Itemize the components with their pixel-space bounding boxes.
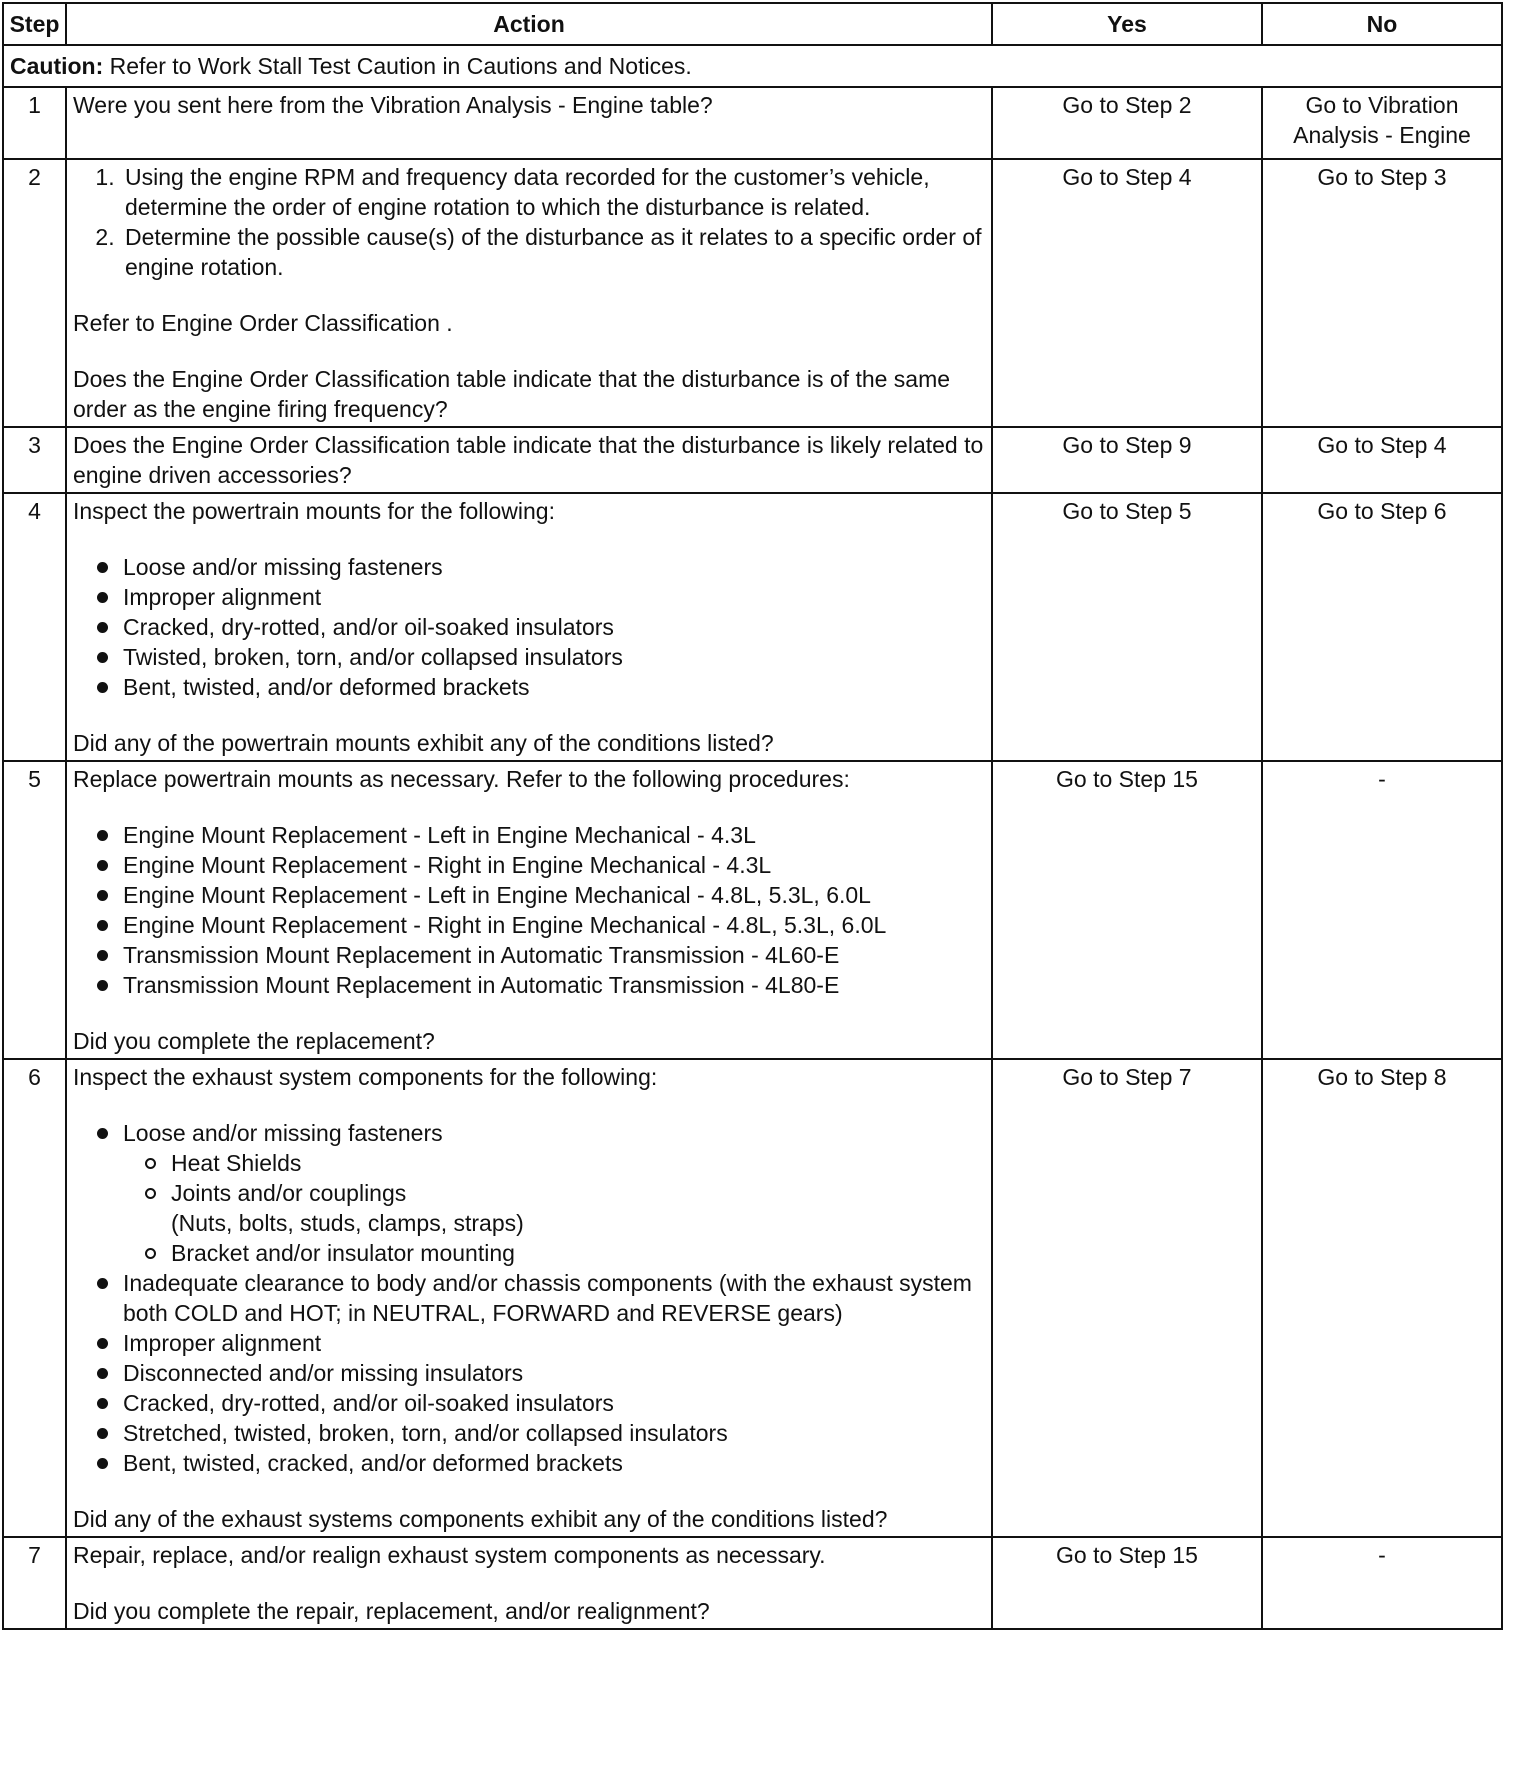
step-number: 5	[3, 761, 66, 1059]
action-cell	[66, 87, 992, 159]
sub-list-item	[171, 1178, 985, 1238]
bullet-list	[73, 1118, 985, 1478]
list-item	[121, 1118, 985, 1268]
yes-result: Go to Step 2	[992, 87, 1262, 159]
bullet-list	[73, 552, 985, 702]
action-question: Did you complete the repair, replacement, and/or realignment?	[73, 1598, 710, 1624]
yes-result: Go to Step 15	[992, 1537, 1262, 1629]
list-item: Engine Mount Replacement - Left in Engine Mechanical - 4.8L, 5.3L, 6.0L	[121, 880, 985, 910]
header-yes: Yes	[992, 3, 1262, 45]
diagnostic-table-container	[2, 2, 1501, 1630]
list-item: Disconnected and/or missing insulators	[121, 1358, 985, 1388]
table-row	[3, 1059, 1502, 1537]
diagnostic-table	[2, 2, 1503, 1630]
action-question: Does the Engine Order Classification table indicate that the disturbance is likely related to engine driven accessories?	[73, 432, 984, 488]
no-result: Go to Step 4	[1262, 427, 1502, 493]
list-item: Transmission Mount Replacement in Automatic Transmission - 4L60-E	[121, 940, 985, 970]
sub-list-item: Bracket and/or insulator mounting	[171, 1238, 985, 1268]
caution-cell	[3, 45, 1502, 87]
no-result-line: Analysis - Engine	[1293, 122, 1471, 148]
list-item: Improper alignment	[121, 1328, 985, 1358]
sub-list	[123, 1148, 985, 1268]
list-item: Cracked, dry-rotted, and/or oil-soaked insulators	[121, 612, 985, 642]
action-cell	[66, 1537, 992, 1629]
action-cell	[66, 159, 992, 427]
yes-result: Go to Step 9	[992, 427, 1262, 493]
list-item: Bent, twisted, cracked, and/or deformed brackets	[121, 1448, 985, 1478]
action-intro: Replace powertrain mounts as necessary. Refer to the following procedures:	[73, 766, 850, 792]
list-item: Transmission Mount Replacement in Automatic Transmission - 4L80-E	[121, 970, 985, 1000]
list-item: Bent, twisted, and/or deformed brackets	[121, 672, 985, 702]
list-item-label: Loose and/or missing fasteners	[123, 1120, 443, 1146]
list-item: Inadequate clearance to body and/or chassis components (with the exhaust system both COLD and HOT; in NEUTRAL, FORWARD and REVERSE gears)	[121, 1268, 985, 1328]
action-question: Does the Engine Order Classification table indicate that the disturbance is of the same order as the engine firing frequency?	[73, 366, 951, 422]
list-item: Engine Mount Replacement - Left in Engine Mechanical - 4.3L	[121, 820, 985, 850]
list-item: Cracked, dry-rotted, and/or oil-soaked insulators	[121, 1388, 985, 1418]
yes-result: Go to Step 4	[992, 159, 1262, 427]
step-number: 2	[3, 159, 66, 427]
no-result-line: Go to Vibration	[1305, 92, 1459, 118]
action-intro: Inspect the exhaust system components for the following:	[73, 1064, 658, 1090]
no-result: Go to Step 8	[1262, 1059, 1502, 1537]
table-row	[3, 159, 1502, 427]
action-question: Did you complete the replacement?	[73, 1028, 435, 1054]
action-question: Did any of the powertrain mounts exhibit any of the conditions listed?	[73, 730, 774, 756]
yes-result: Go to Step 15	[992, 761, 1262, 1059]
header-action: Action	[66, 3, 992, 45]
bullet-list	[73, 820, 985, 1000]
list-item: Loose and/or missing fasteners	[121, 552, 985, 582]
header-step: Step	[3, 3, 66, 45]
step-number: 1	[3, 87, 66, 159]
no-result: Go to Step 6	[1262, 493, 1502, 761]
step-number: 3	[3, 427, 66, 493]
action-question: Were you sent here from the Vibration Analysis - Engine table?	[73, 92, 713, 118]
yes-result: Go to Step 7	[992, 1059, 1262, 1537]
yes-result: Go to Step 5	[992, 493, 1262, 761]
action-cell	[66, 761, 992, 1059]
caution-label: Caution:	[10, 53, 104, 79]
caution-row	[3, 45, 1502, 87]
no-result: -	[1262, 1537, 1502, 1629]
action-intro: Repair, replace, and/or realign exhaust system components as necessary.	[73, 1542, 826, 1568]
action-intro: Inspect the powertrain mounts for the following:	[73, 498, 555, 524]
list-item: Stretched, twisted, broken, torn, and/or collapsed insulators	[121, 1418, 985, 1448]
no-result	[1262, 87, 1502, 159]
list-item: Engine Mount Replacement - Right in Engine Mechanical - 4.3L	[121, 850, 985, 880]
header-no: No	[1262, 3, 1502, 45]
list-item: Twisted, broken, torn, and/or collapsed insulators	[121, 642, 985, 672]
action-question: Did any of the exhaust systems components exhibit any of the conditions listed?	[73, 1506, 888, 1532]
step-number: 4	[3, 493, 66, 761]
header-row	[3, 3, 1502, 45]
list-item: 2. Determine the possible cause(s) of the disturbance as it relates to a specific order of engine rotation.	[121, 222, 985, 282]
sub-list-item-line: (Nuts, bolts, studs, clamps, straps)	[171, 1210, 524, 1236]
list-item: Engine Mount Replacement - Right in Engine Mechanical - 4.8L, 5.3L, 6.0L	[121, 910, 985, 940]
table-row	[3, 761, 1502, 1059]
action-cell	[66, 427, 992, 493]
table-row	[3, 1537, 1502, 1629]
sub-list-item: Heat Shields	[171, 1148, 985, 1178]
no-result: -	[1262, 761, 1502, 1059]
numbered-list	[73, 162, 985, 282]
table-row	[3, 87, 1502, 159]
refer-text: Refer to Engine Order Classification .	[73, 310, 453, 336]
list-item: 1. Using the engine RPM and frequency data recorded for the customer’s vehicle, determine the order of engine rotation to which the disturbance is related.	[121, 162, 985, 222]
list-item: Improper alignment	[121, 582, 985, 612]
action-cell	[66, 493, 992, 761]
sub-list-item-line: Joints and/or couplings	[171, 1180, 407, 1206]
caution-text: Refer to Work Stall Test Caution in Cautions and Notices.	[103, 53, 692, 79]
no-result: Go to Step 3	[1262, 159, 1502, 427]
step-number: 7	[3, 1537, 66, 1629]
table-row	[3, 427, 1502, 493]
table-row	[3, 493, 1502, 761]
action-cell	[66, 1059, 992, 1537]
step-number: 6	[3, 1059, 66, 1537]
